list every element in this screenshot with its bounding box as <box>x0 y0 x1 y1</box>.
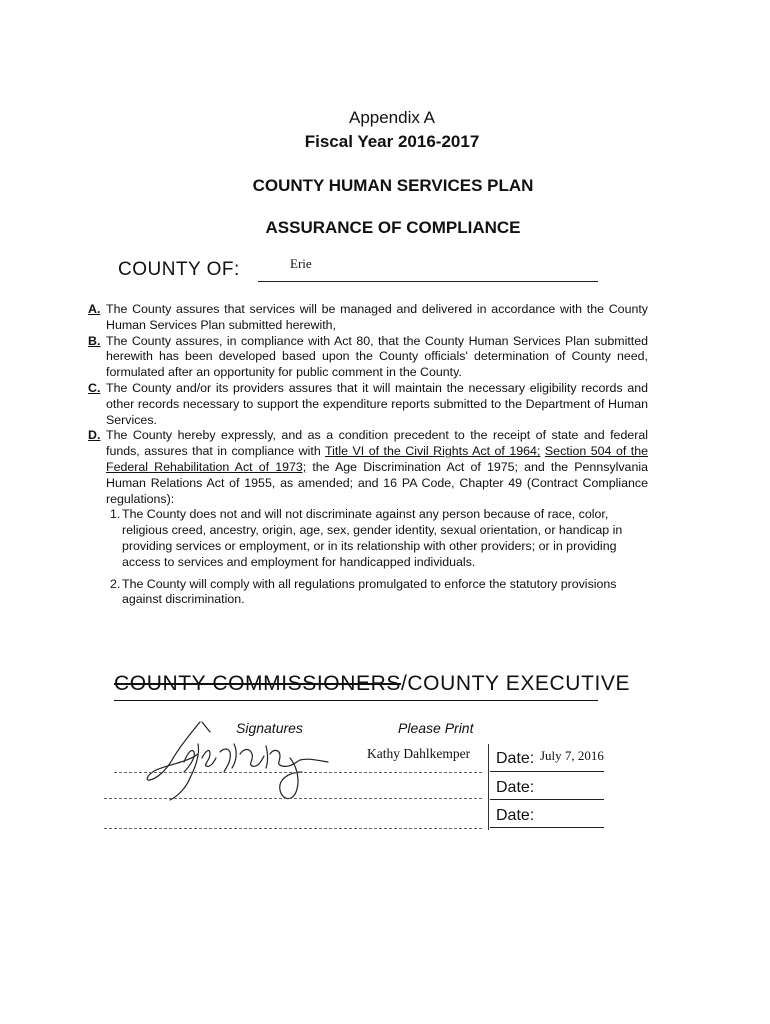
assurance-item-c <box>88 381 648 428</box>
signatures-column-label: Signatures <box>236 720 303 736</box>
item-letter: B. <box>88 333 101 348</box>
sub-item-2 <box>88 577 648 609</box>
county-label: COUNTY OF: <box>118 259 240 280</box>
date-label-3: Date: <box>496 807 535 824</box>
item-text: The County and/or its providers assures that it will maintain the necessary eligibility records and other records necessary to support the expenditure reports submitted to the Department of Human Services. <box>106 380 648 427</box>
date-line-3 <box>490 827 604 828</box>
signature-line-1 <box>114 772 482 773</box>
county-value: Erie <box>290 256 312 271</box>
item-text: The County assures, in compliance with Act 80, that the County Human Services Plan submitted herewith has been developed based upon the County officials' determination of County need, formulated after an opportunity for public comment in the County. <box>106 333 648 380</box>
struck-heading-text: COUNTY COMMISSIONERS <box>114 672 401 695</box>
date-column-divider <box>488 744 489 830</box>
sub-item-text: The County will comply with all regulations promulgated to enforce the statutory provisions against discrimination. <box>122 576 617 607</box>
date-label-1: Date: <box>496 750 535 767</box>
assurance-list <box>88 302 648 608</box>
item-text: The County assures that services will be managed and delivered in accordance with the County Human Services Plan submitted herewith, <box>106 302 648 332</box>
signature-line-2 <box>104 798 482 799</box>
item-letter: A. <box>88 302 101 316</box>
county-field <box>118 256 608 284</box>
sub-item-number: 1. <box>110 507 121 522</box>
heading-text: /COUNTY EXECUTIVE <box>400 672 631 695</box>
sub-item-number: 2. <box>110 576 121 591</box>
date-line-2 <box>490 799 604 800</box>
item-text <box>106 428 648 507</box>
appendix-title: Appendix A <box>348 108 435 127</box>
signature-line-3 <box>104 828 482 829</box>
item-d-text-before: The County hereby expressly, and as a condition precedent to the receipt of state and federal funds, assures that in compliance with <box>106 428 648 459</box>
sub-item-1 <box>88 507 648 570</box>
date-line-1 <box>490 771 604 772</box>
county-underline <box>258 281 598 282</box>
assurance-item-a <box>88 302 648 334</box>
date-value-1: July 7, 2016 <box>540 748 604 763</box>
print-column-label: Please Print <box>398 720 474 736</box>
item-letter: D. <box>88 428 101 443</box>
signature-heading <box>114 672 630 696</box>
sub-item-text: The County does not and will not discriminate against any person because of race, color, religious creed, ancestry, origin, age, sex, gender identity, sexual orientation, or handicap in providing services or employment, or in its relationship with other providers; or in providing access to services and employment for handicapped individuals. <box>122 507 623 569</box>
date-label-2: Date: <box>496 779 535 796</box>
title-vi-reference: Title VI of the Civil Rights Act of 1964; <box>325 444 541 459</box>
plan-title: COUNTY HUMAN SERVICES PLAN <box>252 176 534 195</box>
item-d-text-after: the Age Discrimination Act of 1975; and the Pennsylvania Human Relations Act of 1955, as amended; and 16 PA Code, Chapter 49 (Contract Compliance regulations): <box>106 459 648 506</box>
printed-name: Kathy Dahlkemper <box>367 746 471 761</box>
assurance-item-d <box>88 428 648 507</box>
heading-underline <box>114 700 598 701</box>
section-504-reference: Section 504 of the Federal Rehabilitation Act of 1973; <box>106 444 649 474</box>
handwritten-signature <box>140 718 370 808</box>
fiscal-year-title: Fiscal Year 2016-2017 <box>304 132 480 151</box>
item-letter: C. <box>88 380 101 395</box>
assurance-item-b <box>88 334 648 381</box>
assurance-subtitle: ASSURANCE OF COMPLIANCE <box>265 218 521 237</box>
